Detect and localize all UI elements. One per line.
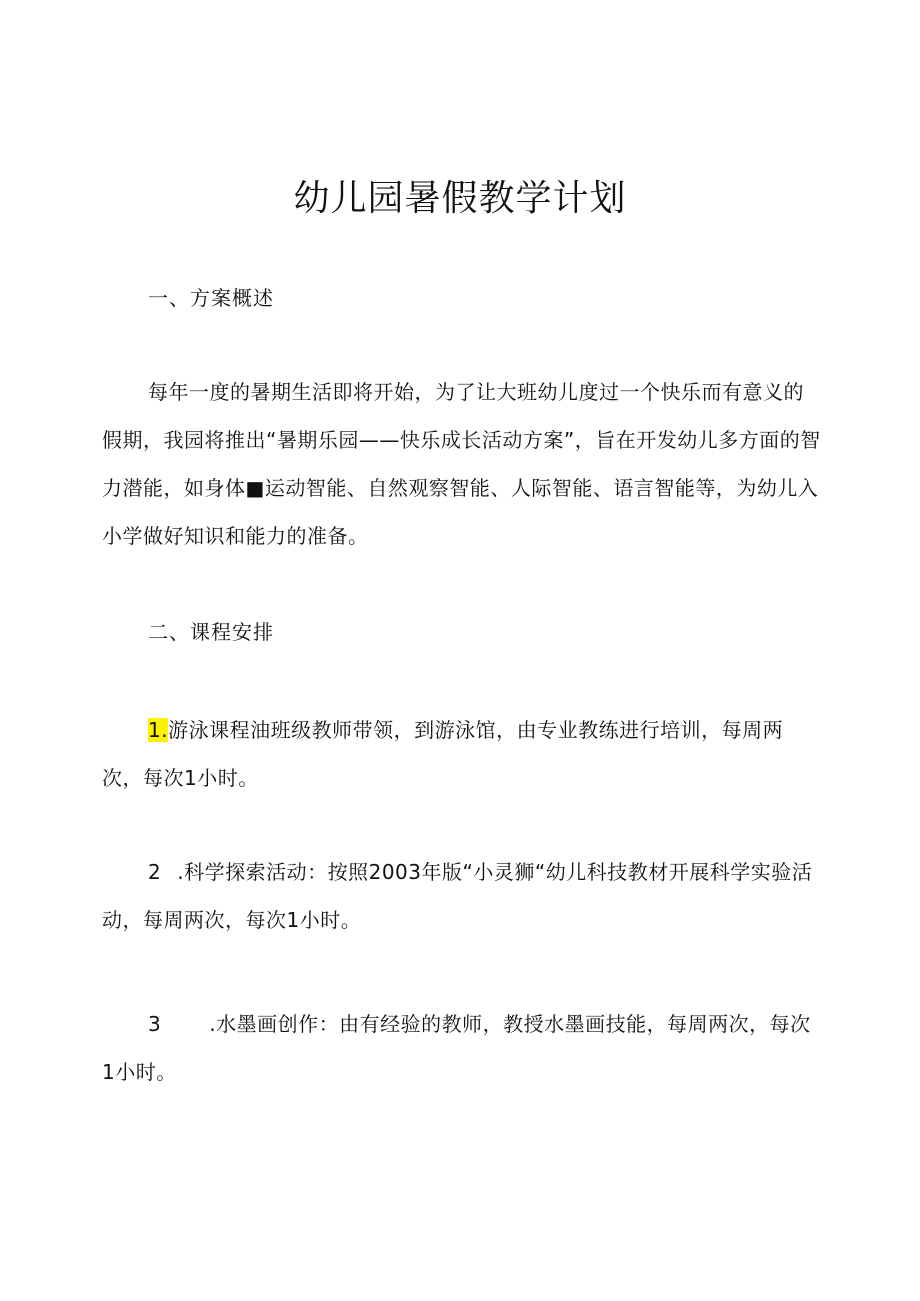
- course-item-1-number: 1.: [148, 718, 169, 742]
- course-item-2-text: .科学探索活动：按照2003年版“小灵狮“幼儿科技教材开展科学实验活动，每周两次，每次1小时。: [102, 860, 813, 932]
- course-item-3: [102, 1000, 822, 1096]
- overview-paragraph: [102, 368, 822, 560]
- course-item-3-text: .水墨画创作：由有经验的教师，教授水墨画技能，每周两次，每次1小时。: [102, 1012, 811, 1084]
- document-title: 幼儿园暑假教学计划: [293, 178, 627, 219]
- overview-paragraph-text: 每年一度的暑期生活即将开始，为了让大班幼儿度过一个快乐而有意义的假期，我园将推出“暑期乐园——快乐成长活动方案”，旨在开发幼儿多方面的智力潜能，如身体■运动智能、自然观察智能、人际智能、语言智能等，为幼儿入小学做好知识和能力的准备。: [102, 380, 821, 548]
- course-item-2: [102, 848, 822, 944]
- course-item-1: [102, 706, 822, 802]
- section-heading-courses: 二、课程安排: [148, 620, 274, 644]
- course-item-2-number: 2: [148, 860, 162, 884]
- course-item-3-number: 3: [148, 1012, 162, 1036]
- course-item-1-text: 游泳课程油班级教师带领，到游泳馆，由专业教练进行培训，每周两次，每次1小时。: [102, 718, 784, 790]
- section-heading-overview: 一、方案概述: [148, 286, 274, 310]
